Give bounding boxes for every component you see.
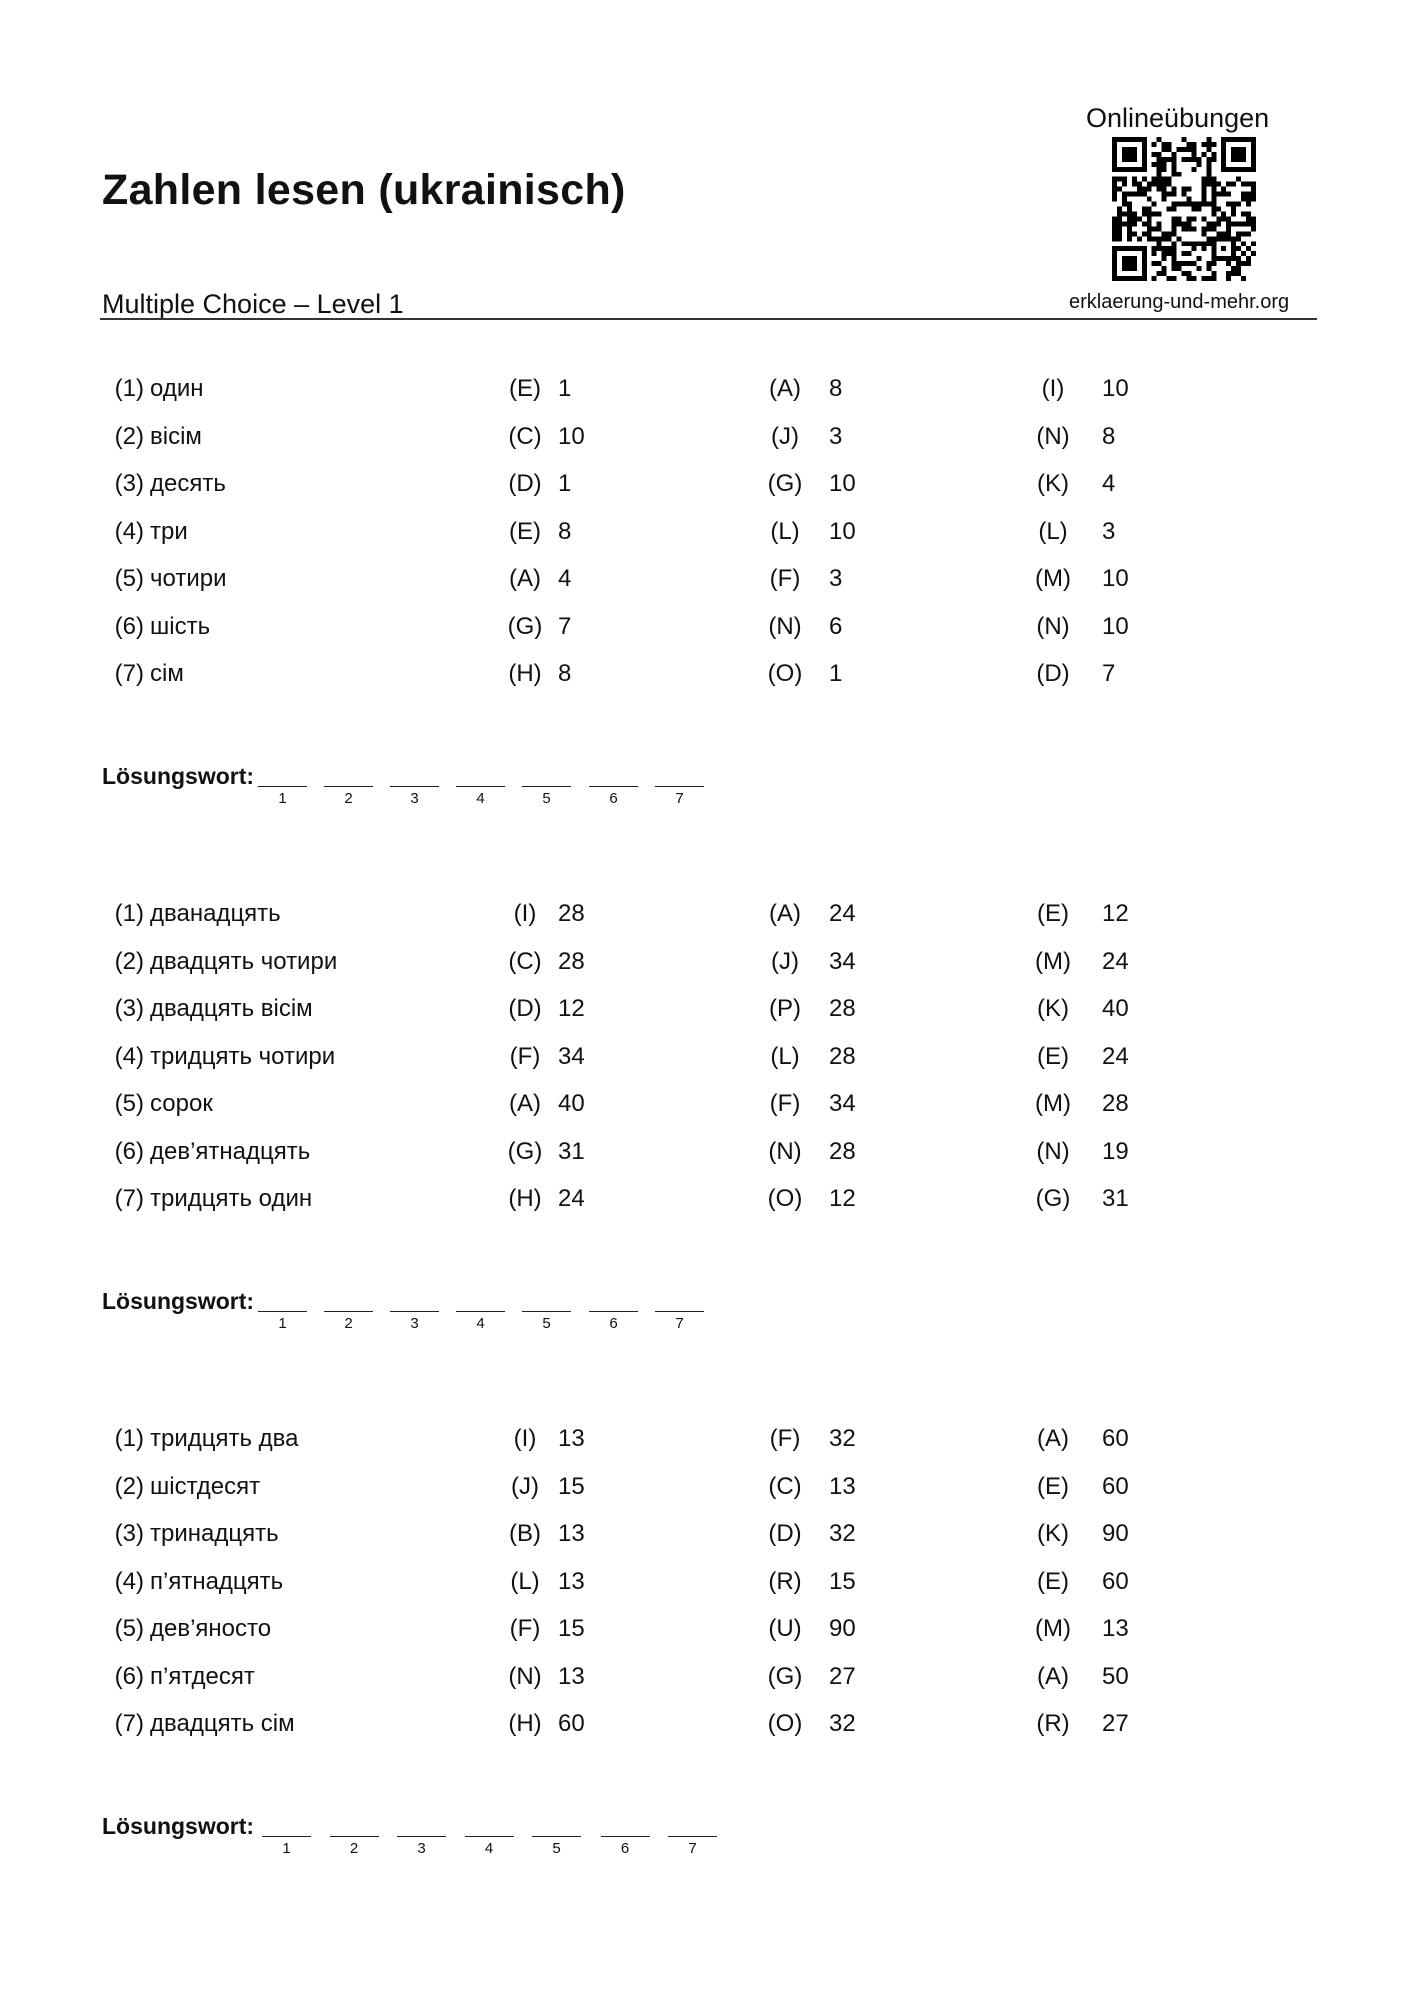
number-word: шістдесят — [150, 1472, 261, 1500]
solution-blank[interactable] — [655, 1311, 704, 1312]
option-letter[interactable]: (H) — [508, 660, 542, 687]
number-word: двадцять чотири — [150, 947, 338, 975]
option-letter[interactable]: (D) — [1036, 660, 1070, 687]
option-letter[interactable]: (H) — [508, 1185, 542, 1212]
item-number: (7) — [114, 1710, 144, 1737]
option-letter[interactable]: (O) — [767, 1185, 803, 1212]
option-letter[interactable]: (G) — [767, 1662, 803, 1690]
option-letter[interactable]: (G) — [507, 1137, 543, 1165]
option-letter[interactable]: (C) — [508, 947, 542, 975]
number-word: шість — [150, 612, 211, 640]
option-value[interactable]: 3 — [829, 422, 843, 450]
option-letter[interactable]: (D) — [508, 470, 542, 497]
option-letter[interactable]: (K) — [1037, 995, 1069, 1022]
solution-blank[interactable] — [397, 1836, 446, 1837]
number-word: п’ятнадцять — [150, 1567, 284, 1595]
exercise-row — [0, 1615, 1414, 1655]
option-letter[interactable]: (O) — [767, 1710, 803, 1737]
option-letter[interactable]: (E) — [1037, 1567, 1069, 1595]
option-value[interactable]: 50 — [1102, 1662, 1129, 1690]
option-letter[interactable]: (N) — [508, 1662, 542, 1690]
exercise-row — [0, 1710, 1414, 1750]
option-letter[interactable]: (J) — [771, 422, 799, 450]
solution-blank[interactable] — [390, 786, 439, 787]
solution-blank[interactable] — [262, 1836, 311, 1837]
option-letter[interactable]: (M) — [1035, 1615, 1071, 1642]
option-letter[interactable]: (C) — [768, 1472, 802, 1500]
number-word: три — [150, 517, 188, 545]
blank-number: 4 — [476, 790, 485, 807]
option-value[interactable]: 3 — [1102, 517, 1116, 545]
item-number: (7) — [114, 660, 144, 687]
exercise-row — [0, 1520, 1414, 1560]
option-value[interactable]: 28 — [829, 1042, 856, 1070]
option-letter[interactable]: (G) — [507, 612, 543, 640]
solution-blank[interactable] — [589, 1311, 638, 1312]
blank-number: 3 — [417, 1840, 426, 1857]
option-value[interactable]: 60 — [558, 1710, 585, 1737]
option-letter[interactable]: (E) — [1037, 900, 1069, 927]
option-letter[interactable]: (N) — [1036, 1137, 1070, 1165]
solution-word-label: Lösungswort: — [102, 1288, 255, 1314]
option-value[interactable]: 60 — [1102, 1567, 1129, 1595]
blank-number: 6 — [620, 1840, 630, 1857]
exercise-row — [0, 1138, 1414, 1178]
item-number: (4) — [114, 1567, 144, 1595]
option-value[interactable]: 31 — [558, 1137, 585, 1165]
option-value[interactable]: 24 — [1102, 1042, 1129, 1070]
exercise-row — [0, 995, 1414, 1035]
option-letter[interactable]: (F) — [509, 1042, 541, 1070]
exercise-row — [0, 518, 1414, 558]
option-value[interactable]: 1 — [558, 375, 572, 402]
option-value[interactable]: 13 — [558, 1520, 585, 1547]
option-letter[interactable]: (I) — [513, 1425, 537, 1452]
option-letter[interactable]: (A) — [769, 900, 801, 927]
solution-blank[interactable] — [330, 1836, 379, 1837]
option-value[interactable]: 8 — [829, 375, 843, 402]
option-value[interactable]: 27 — [829, 1662, 856, 1690]
option-value[interactable]: 60 — [1102, 1472, 1129, 1500]
item-number: (7) — [114, 1185, 144, 1212]
option-value[interactable]: 13 — [1102, 1615, 1129, 1642]
option-letter[interactable]: (L) — [1038, 517, 1068, 545]
blank-number: 1 — [278, 1315, 287, 1332]
option-value[interactable]: 8 — [558, 660, 572, 687]
exercise-row — [0, 1473, 1414, 1513]
exercise-row — [0, 565, 1414, 605]
item-number: (4) — [114, 1042, 144, 1070]
exercise-row — [0, 1043, 1414, 1083]
number-word: дев’яносто — [150, 1615, 272, 1642]
number-word: десять — [150, 470, 226, 497]
option-letter[interactable]: (M) — [1035, 565, 1071, 592]
item-number: (2) — [114, 422, 144, 450]
option-value[interactable]: 90 — [829, 1615, 856, 1642]
option-letter[interactable]: (K) — [1037, 1520, 1069, 1547]
blank-number: 6 — [609, 1315, 618, 1332]
number-word: дванадцять — [150, 900, 281, 927]
option-letter[interactable]: (F) — [769, 565, 801, 592]
blank-number: 7 — [675, 790, 684, 807]
solution-blank[interactable] — [522, 1311, 571, 1312]
option-letter[interactable]: (J) — [511, 1472, 539, 1500]
option-letter[interactable]: (N) — [1036, 612, 1070, 640]
option-letter[interactable]: (F) — [509, 1615, 541, 1642]
item-number: (2) — [114, 1472, 144, 1500]
option-letter[interactable]: (E) — [509, 375, 541, 402]
item-number: (5) — [114, 1090, 144, 1117]
option-letter[interactable]: (R) — [768, 1567, 802, 1595]
solution-blank[interactable] — [532, 1836, 581, 1837]
option-letter[interactable]: (F) — [769, 1090, 801, 1117]
solution-blank[interactable] — [655, 786, 704, 787]
option-value[interactable]: 1 — [829, 660, 843, 687]
number-word: сім — [150, 660, 184, 687]
blank-number: 1 — [278, 790, 287, 807]
solution-blank[interactable] — [324, 786, 373, 787]
option-value[interactable]: 4 — [558, 565, 572, 592]
option-letter[interactable]: (N) — [1036, 422, 1070, 450]
item-number: (6) — [114, 1662, 144, 1690]
option-value[interactable]: 7 — [558, 612, 572, 640]
solution-blank[interactable] — [390, 1311, 439, 1312]
blank-number: 3 — [410, 1315, 419, 1332]
solution-blank[interactable] — [456, 786, 505, 787]
option-value[interactable]: 10 — [829, 470, 856, 497]
option-value[interactable]: 60 — [1102, 1425, 1129, 1452]
option-letter[interactable]: (L) — [770, 1042, 800, 1070]
option-letter[interactable]: (M) — [1035, 1090, 1071, 1117]
option-value[interactable]: 40 — [1102, 995, 1129, 1022]
exercise-row — [0, 1090, 1414, 1130]
qr-code-icon — [1112, 137, 1256, 281]
option-value[interactable]: 15 — [558, 1472, 585, 1500]
option-value[interactable]: 90 — [1102, 1520, 1129, 1547]
option-value[interactable]: 24 — [1102, 947, 1129, 975]
blank-number: 1 — [282, 1840, 291, 1857]
item-number: (2) — [114, 947, 144, 975]
item-number: (1) — [114, 375, 144, 402]
blank-number: 3 — [410, 790, 419, 807]
option-value[interactable]: 32 — [829, 1520, 856, 1547]
option-value[interactable]: 24 — [829, 900, 856, 927]
option-letter[interactable]: (B) — [509, 1520, 541, 1547]
option-letter[interactable]: (G) — [1035, 1185, 1071, 1212]
item-number: (5) — [114, 565, 144, 592]
option-value[interactable]: 4 — [1102, 470, 1116, 497]
option-letter[interactable]: (A) — [1037, 1425, 1069, 1452]
number-word: двадцять вісім — [150, 995, 313, 1022]
item-number: (3) — [114, 1520, 144, 1547]
option-value[interactable]: 32 — [829, 1425, 856, 1452]
option-letter[interactable]: (I) — [513, 900, 537, 927]
exercise-row — [0, 660, 1414, 700]
option-letter[interactable]: (D) — [768, 1520, 802, 1547]
solution-blank[interactable] — [456, 1311, 505, 1312]
header-divider — [100, 318, 1317, 320]
option-value[interactable]: 13 — [558, 1567, 585, 1595]
number-word: тридцять чотири — [150, 1042, 336, 1070]
solution-word-label: Lösungswort: — [102, 763, 255, 789]
option-letter[interactable]: (R) — [1036, 1710, 1070, 1737]
number-word: тринадцять — [150, 1520, 279, 1547]
option-value[interactable]: 8 — [1102, 422, 1116, 450]
option-value[interactable]: 12 — [1102, 900, 1129, 927]
option-letter[interactable]: (L) — [770, 517, 800, 545]
option-letter[interactable]: (D) — [508, 995, 542, 1022]
option-value[interactable]: 24 — [558, 1185, 585, 1212]
option-value[interactable]: 12 — [829, 1185, 856, 1212]
blank-number: 5 — [552, 1840, 561, 1857]
blank-number: 5 — [542, 790, 551, 807]
exercise-row — [0, 423, 1414, 463]
option-letter[interactable]: (E) — [1037, 1472, 1069, 1500]
item-number: (6) — [114, 1137, 144, 1165]
option-letter[interactable]: (F) — [769, 1425, 801, 1452]
option-value[interactable]: 19 — [1102, 1137, 1129, 1165]
solution-blank[interactable] — [465, 1836, 514, 1837]
blank-number: 6 — [609, 790, 618, 807]
blank-number: 4 — [484, 1840, 494, 1857]
option-letter[interactable]: (N) — [768, 612, 802, 640]
option-value[interactable]: 3 — [829, 565, 843, 592]
item-number: (3) — [114, 995, 144, 1022]
solution-blank[interactable] — [258, 786, 307, 787]
option-value[interactable]: 27 — [1102, 1710, 1129, 1737]
page-subtitle: Multiple Choice – Level 1 — [102, 289, 404, 319]
option-value[interactable]: 32 — [829, 1710, 856, 1737]
number-word: сорок — [150, 1090, 213, 1117]
number-word: тридцять два — [150, 1425, 299, 1452]
option-value[interactable]: 34 — [558, 1042, 585, 1070]
option-letter[interactable]: (I) — [1041, 375, 1065, 402]
exercise-row — [0, 1663, 1414, 1703]
number-word: чотири — [150, 565, 227, 592]
option-letter[interactable]: (C) — [508, 422, 542, 450]
option-letter[interactable]: (A) — [509, 1090, 541, 1117]
option-value[interactable]: 40 — [558, 1090, 585, 1117]
option-value[interactable]: 1 — [558, 470, 572, 497]
option-value[interactable]: 15 — [829, 1567, 856, 1595]
website-link[interactable]: erklaerung-und-mehr.org — [1069, 291, 1290, 313]
option-value[interactable]: 28 — [829, 1137, 856, 1165]
option-letter[interactable]: (G) — [767, 470, 803, 497]
option-value[interactable]: 10 — [558, 422, 585, 450]
option-letter[interactable]: (O) — [767, 660, 803, 687]
option-value[interactable]: 10 — [829, 517, 856, 545]
solution-blank[interactable] — [324, 1311, 373, 1312]
option-value[interactable]: 28 — [558, 900, 585, 927]
option-value[interactable]: 13 — [558, 1425, 585, 1452]
item-number: (4) — [114, 517, 144, 545]
option-letter[interactable]: (M) — [1035, 947, 1071, 975]
exercise-row — [0, 948, 1414, 988]
solution-blank[interactable] — [601, 1836, 650, 1837]
option-value[interactable]: 28 — [829, 995, 856, 1022]
online-exercises-label: Onlineübungen — [1086, 103, 1270, 133]
option-letter[interactable]: (E) — [1037, 1042, 1069, 1070]
option-value[interactable]: 28 — [558, 947, 585, 975]
exercise-row — [0, 1185, 1414, 1225]
solution-blank[interactable] — [522, 786, 571, 787]
number-word: двадцять сім — [150, 1710, 295, 1737]
blank-number: 4 — [476, 1315, 485, 1332]
blank-number: 2 — [349, 1840, 359, 1857]
option-value[interactable]: 34 — [829, 1090, 856, 1117]
option-value[interactable]: 10 — [1102, 565, 1129, 592]
option-letter[interactable]: (U) — [768, 1615, 802, 1642]
exercise-row — [0, 1425, 1414, 1465]
item-number: (1) — [114, 900, 144, 927]
option-value[interactable]: 6 — [829, 612, 843, 640]
solution-blank[interactable] — [668, 1836, 717, 1837]
option-letter[interactable]: (J) — [771, 947, 799, 975]
exercise-row — [0, 470, 1414, 510]
exercise-row — [0, 613, 1414, 653]
solution-blank[interactable] — [589, 786, 638, 787]
option-letter[interactable]: (P) — [769, 995, 801, 1022]
blank-number: 2 — [344, 790, 353, 807]
option-value[interactable]: 7 — [1102, 660, 1116, 687]
item-number: (1) — [114, 1425, 144, 1452]
option-value[interactable]: 10 — [1102, 375, 1129, 402]
option-letter[interactable]: (L) — [510, 1567, 540, 1595]
exercise-row — [0, 1568, 1414, 1608]
item-number: (6) — [114, 612, 144, 640]
number-word: п’ятдесят — [150, 1662, 255, 1690]
option-letter[interactable]: (A) — [769, 375, 801, 402]
blank-number: 2 — [344, 1315, 353, 1332]
number-word: вісім — [150, 422, 202, 450]
page-title: Zahlen lesen (ukrainisch) — [102, 166, 626, 214]
option-value[interactable]: 10 — [1102, 612, 1129, 640]
option-value[interactable]: 12 — [558, 995, 585, 1022]
number-word: один — [150, 375, 204, 402]
option-letter[interactable]: (A) — [1037, 1662, 1069, 1690]
item-number: (3) — [114, 470, 144, 497]
blank-number: 7 — [675, 1315, 684, 1332]
option-value[interactable]: 34 — [829, 947, 856, 975]
option-letter[interactable]: (H) — [508, 1710, 542, 1737]
solution-blank[interactable] — [258, 1311, 307, 1312]
blank-number: 7 — [688, 1840, 697, 1857]
option-value[interactable]: 28 — [1102, 1090, 1129, 1117]
exercise-row — [0, 900, 1414, 940]
option-letter[interactable]: (N) — [768, 1137, 802, 1165]
blank-number: 5 — [542, 1315, 551, 1332]
option-value[interactable]: 8 — [558, 517, 572, 545]
option-letter[interactable]: (E) — [509, 517, 541, 545]
option-letter[interactable]: (K) — [1037, 470, 1069, 497]
solution-word-label: Lösungswort: — [102, 1813, 255, 1839]
option-value[interactable]: 13 — [829, 1472, 856, 1500]
number-word: тридцять один — [150, 1185, 313, 1212]
option-value[interactable]: 13 — [558, 1662, 585, 1690]
option-value[interactable]: 15 — [558, 1615, 585, 1642]
number-word: дев’ятнадцять — [150, 1137, 311, 1165]
item-number: (5) — [114, 1615, 144, 1642]
exercise-row — [0, 375, 1414, 415]
option-value[interactable]: 31 — [1102, 1185, 1129, 1212]
option-letter[interactable]: (A) — [509, 565, 541, 592]
